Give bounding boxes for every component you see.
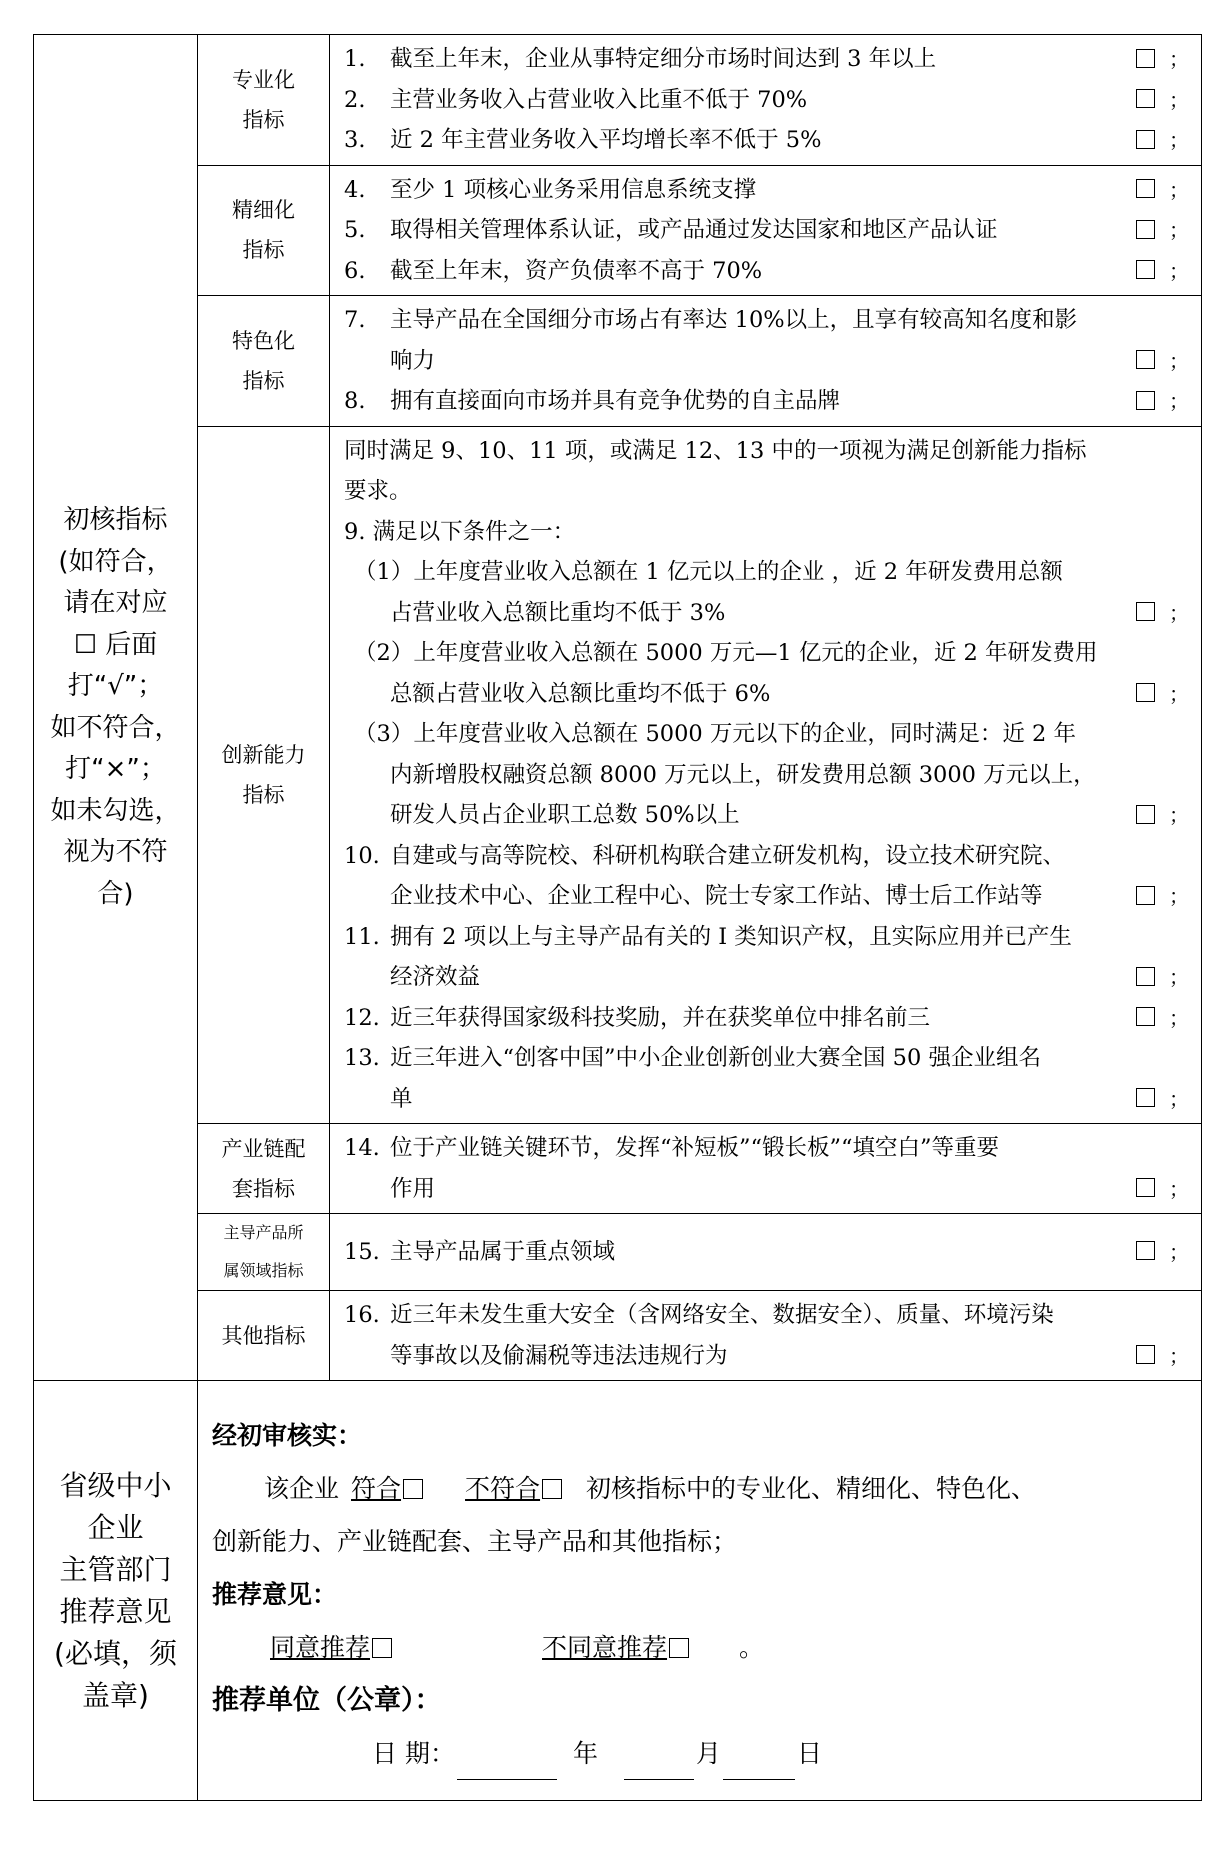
checkbox[interactable]	[1136, 350, 1155, 369]
semicolon: ；	[1169, 348, 1189, 373]
header-line: 打“√”；	[67, 671, 164, 701]
criterion-line	[344, 714, 1189, 755]
category-line: 指标	[242, 782, 285, 807]
recommendation-body	[198, 1381, 1202, 1801]
review-title-text: 经初审核实：	[212, 1421, 363, 1450]
opinion-title	[212, 1568, 1187, 1621]
criterion-line	[344, 1079, 1189, 1120]
checkbox[interactable]	[1136, 683, 1155, 702]
criterion-line	[344, 512, 1189, 553]
category-line: 主导产品所	[223, 1223, 304, 1242]
criteria-list	[330, 1214, 1202, 1291]
criterion-line	[344, 876, 1189, 917]
check-mark-slot	[1136, 1169, 1189, 1210]
item-number: 1.	[344, 46, 366, 72]
criterion-line	[344, 633, 1189, 674]
semicolon: ；	[1169, 218, 1189, 242]
criteria-list	[330, 165, 1202, 296]
criterion-item	[344, 80, 1189, 121]
category-label	[198, 165, 330, 296]
criterion-item	[344, 1038, 1189, 1079]
header-line: 视为不符	[63, 837, 168, 867]
category-line: 指标	[242, 107, 285, 132]
criteria-list	[330, 426, 1202, 1124]
criterion-line	[344, 795, 1189, 836]
semicolon: ；	[1169, 1343, 1189, 1368]
semicolon: ；	[1169, 389, 1189, 413]
item-text: 位于产业链关键环节，发挥“补短板”“锻长板”“填空白”等重要	[390, 1135, 1000, 1161]
item-text: 主营业务收入占营业收入比重不低于 70%	[390, 86, 808, 113]
semicolon: ；	[1169, 681, 1189, 706]
criterion-line	[344, 957, 1189, 998]
semicolon: ；	[1169, 177, 1189, 202]
agree-checkbox[interactable]	[372, 1638, 392, 1658]
month-field[interactable]	[624, 1751, 694, 1780]
check-mark-slot	[1136, 120, 1189, 161]
item-text: 截至上年末，企业从事特定细分市场时间达到 3 年以上	[390, 46, 937, 72]
category-label	[198, 296, 330, 427]
category-line: 专业化	[232, 67, 295, 92]
item-number: 12.	[344, 1004, 380, 1031]
month-label: 月	[695, 1739, 721, 1768]
checkbox[interactable]	[1136, 179, 1155, 198]
criterion-line	[344, 1169, 1189, 1210]
item-number: 3.	[344, 127, 366, 153]
criterion-item	[344, 836, 1189, 877]
review-prefix: 该企业	[264, 1474, 340, 1503]
check-mark-slot	[1136, 998, 1189, 1039]
category-label	[198, 426, 330, 1124]
criterion-item	[344, 300, 1189, 341]
semicolon: ；	[1169, 1176, 1189, 1201]
item-number: 14.	[344, 1135, 380, 1161]
item-number: 2.	[344, 86, 366, 113]
category-label	[198, 35, 330, 166]
check-mark-slot	[1136, 341, 1189, 382]
criterion-line	[344, 431, 1189, 472]
item-number: 10.	[344, 842, 380, 869]
date-label: 日 期：	[372, 1739, 455, 1768]
criteria-list	[330, 296, 1202, 427]
checkbox[interactable]	[1136, 49, 1155, 68]
header-line: 如不符合，	[50, 712, 181, 743]
category-line: 指标	[242, 368, 285, 393]
item-number: 15.	[344, 1238, 380, 1265]
item-text: （2）上年度营业收入总额在 5000 万元—1 亿元的企业，近 2 年研发费用	[354, 640, 1098, 666]
form-table	[33, 34, 1202, 1801]
recommending-unit	[212, 1674, 1187, 1727]
item-text: 至少 1 项核心业务采用信息系统支撑	[390, 176, 757, 203]
header-line: 省级中小	[59, 1468, 172, 1502]
day-field[interactable]	[723, 1751, 795, 1780]
form-sheet	[33, 34, 1201, 1801]
header-line: 合)	[97, 878, 134, 909]
criterion-line	[344, 593, 1189, 634]
criterion-line	[344, 341, 1189, 382]
item-number: 11.	[344, 923, 380, 950]
item-text: 近三年获得国家级科技奖励，并在获奖单位中排名前三	[390, 1004, 931, 1031]
semicolon: ；	[1169, 600, 1189, 625]
item-number: 8.	[344, 388, 366, 414]
item-text: 等事故以及偷漏税等违法违规行为	[390, 1342, 728, 1369]
item-text: （1）上年度营业收入总额在 1 亿元以上的企业 ，近 2 年研发费用总额	[354, 559, 1063, 585]
checkbox[interactable]	[1136, 886, 1155, 905]
category-line: 产业链配	[221, 1136, 306, 1161]
checkbox[interactable]	[1136, 602, 1155, 621]
header-line: ☐ 后面	[73, 629, 158, 660]
item-number: 13.	[344, 1045, 380, 1071]
semicolon: ；	[1169, 965, 1189, 989]
item-number: 7.	[344, 307, 366, 333]
checkbox[interactable]	[1136, 391, 1155, 410]
item-number: 16.	[344, 1302, 380, 1328]
criterion-item	[344, 1128, 1189, 1169]
category-line: 精细化	[232, 198, 295, 223]
match-checkbox[interactable]	[403, 1479, 423, 1499]
item-text: （3）上年度营业收入总额在 5000 万元以下的企业，同时满足：近 2 年	[354, 721, 1077, 747]
header-line: 企业	[87, 1510, 144, 1544]
header-line: 打“×”；	[65, 754, 166, 784]
opinion-title-text: 推荐意见：	[212, 1580, 338, 1609]
initial-indicators-header	[34, 35, 198, 1381]
item-text: 近 2 年主营业务收入平均增长率不低于 5%	[390, 127, 822, 153]
category-line: 属领域指标	[223, 1261, 304, 1280]
check-mark-slot	[1136, 593, 1189, 634]
item-text: 占营业收入总额比重均不低于 3%	[390, 599, 726, 626]
criterion-item	[344, 210, 1189, 251]
criterion-item	[344, 251, 1189, 292]
header-line: 请在对应	[63, 588, 168, 618]
criterion-line	[344, 471, 1189, 512]
checkbox[interactable]	[1136, 220, 1155, 239]
header-line: 如未勾选，	[50, 795, 181, 826]
period: 。	[739, 1633, 765, 1662]
semicolon: ；	[1169, 803, 1189, 827]
item-text: 近三年进入“创客中国”中小企业创新创业大赛全国 50 强企业组名	[390, 1045, 1041, 1071]
option-match: 符合	[351, 1474, 402, 1503]
review-statement	[212, 1462, 1187, 1515]
checkbox[interactable]	[1136, 1241, 1155, 1260]
day-label: 日	[796, 1739, 822, 1768]
criterion-line	[344, 552, 1189, 593]
option-agree: 同意推荐	[270, 1633, 371, 1662]
checkbox[interactable]	[1136, 967, 1155, 986]
criterion-line	[344, 674, 1189, 715]
header-line: 初核指标	[63, 505, 168, 535]
recommendation-header	[34, 1381, 198, 1801]
item-text: 拥有 2 项以上与主导产品有关的 I 类知识产权，且实际应用并已产生	[390, 923, 1072, 950]
checkbox[interactable]	[1136, 1007, 1155, 1026]
criteria-list	[330, 35, 1202, 166]
criterion-item	[344, 1232, 1189, 1273]
review-statement-cont	[212, 1515, 1187, 1568]
check-mark-slot	[1136, 876, 1189, 917]
date-line	[212, 1727, 1187, 1780]
criterion-item	[344, 39, 1189, 80]
criterion-line	[344, 1336, 1189, 1377]
year-field[interactable]	[457, 1751, 557, 1780]
item-text: 企业技术中心、企业工程中心、院士专家工作站、博士后工作站等	[390, 883, 1043, 909]
checkbox[interactable]	[1136, 89, 1155, 108]
item-number: 6.	[344, 257, 366, 284]
item-text: 拥有直接面向市场并具有竞争优势的自主品牌	[390, 388, 841, 414]
category-label	[198, 1214, 330, 1291]
checkbox[interactable]	[1136, 1345, 1155, 1364]
item-text: 取得相关管理体系认证，或产品通过发达国家和地区产品认证	[390, 217, 998, 243]
semicolon: ；	[1169, 884, 1189, 908]
check-mark-slot	[1136, 80, 1189, 121]
option-disagree: 不同意推荐	[542, 1633, 668, 1662]
category-label	[198, 1124, 330, 1214]
item-text: 研发人员占企业职工总数 50%以上	[390, 802, 740, 828]
item-text: 主导产品在全国细分市场占有率达 10%以上，且享有较高知名度和影	[390, 307, 1078, 333]
header-line: (如符合，	[58, 546, 173, 577]
opinion-underline	[270, 1633, 739, 1662]
category-line: 其他指标	[221, 1323, 306, 1348]
item-text: 内新增股权融资总额 8000 万元以上，研发费用总额 3000 万元以上，	[390, 761, 1096, 788]
item-text: 同时满足 9、10、11 项，或满足 12、13 中的一项视为满足创新能力指标	[344, 437, 1087, 464]
item-text: 响力	[390, 347, 436, 374]
semicolon: ；	[1169, 128, 1189, 152]
unit-title: 推荐单位（公章）：	[212, 1685, 442, 1716]
criterion-item	[344, 120, 1189, 161]
item-text: 作用	[390, 1175, 436, 1202]
semicolon: ；	[1169, 87, 1189, 112]
disagree-checkbox[interactable]	[669, 1638, 689, 1658]
item-text: 9. 满足以下条件之一：	[344, 518, 576, 545]
semicolon: ；	[1169, 1005, 1189, 1030]
header-line: 主管部门	[59, 1552, 172, 1586]
check-mark-slot	[1136, 795, 1189, 836]
criteria-list	[330, 1124, 1202, 1214]
category-line: 特色化	[232, 328, 295, 353]
item-text: 总额占营业收入总额比重均不低于 6%	[390, 680, 771, 707]
header-line: 盖章)	[82, 1678, 149, 1712]
category-label	[198, 1291, 330, 1381]
criteria-list	[330, 1291, 1202, 1381]
item-text: 单	[390, 1085, 413, 1112]
year-label: 年	[572, 1739, 598, 1768]
criterion-item	[344, 917, 1189, 958]
check-mark-slot	[1136, 1232, 1189, 1273]
check-mark-slot	[1136, 1336, 1189, 1377]
item-text: 截至上年末，资产负债率不高于 70%	[390, 257, 763, 284]
category-line: 指标	[242, 238, 285, 263]
criterion-item	[344, 381, 1189, 422]
check-mark-slot	[1136, 210, 1189, 251]
criterion-line	[344, 755, 1189, 796]
check-mark-slot	[1136, 251, 1189, 292]
item-text: 自建或与高等院校、科研机构联合建立研发机构，设立技术研究院、	[390, 842, 1066, 869]
check-mark-slot	[1136, 1079, 1189, 1120]
checkbox[interactable]	[1136, 260, 1155, 279]
checkbox[interactable]	[1136, 805, 1155, 824]
option-nomatch: 不符合	[465, 1474, 541, 1503]
semicolon: ；	[1169, 258, 1189, 283]
nomatch-checkbox[interactable]	[542, 1479, 562, 1499]
item-text: 近三年未发生重大安全（含网络安全、数据安全）、质量、环境污染	[390, 1302, 1054, 1328]
semicolon: ；	[1169, 1239, 1189, 1264]
item-text: 经济效益	[390, 964, 481, 990]
opinion-options	[212, 1621, 1187, 1674]
criterion-item	[344, 170, 1189, 211]
header-line: 推荐意见	[59, 1594, 172, 1628]
check-mark-slot	[1136, 674, 1189, 715]
review-options	[339, 1474, 586, 1503]
criterion-item	[344, 998, 1189, 1039]
check-mark-slot	[1136, 170, 1189, 211]
category-line: 创新能力	[221, 742, 306, 767]
review-title	[212, 1409, 1187, 1462]
item-number: 4.	[344, 176, 366, 203]
checkbox[interactable]	[1136, 1178, 1155, 1197]
header-line: (必填，须	[54, 1636, 177, 1670]
review-line2: 创新能力、产业链配套、主导产品和其他指标；	[212, 1527, 738, 1556]
review-suffix: 初核指标中的专业化、精细化、特色化、	[586, 1474, 1037, 1503]
check-mark-slot	[1136, 381, 1189, 422]
check-mark-slot	[1136, 39, 1189, 80]
semicolon: ；	[1169, 1086, 1189, 1111]
item-number: 5.	[344, 217, 366, 243]
checkbox[interactable]	[1136, 130, 1155, 149]
item-text: 主导产品属于重点领域	[390, 1238, 616, 1265]
item-text: 要求。	[344, 478, 412, 504]
semicolon: ；	[1169, 47, 1189, 71]
check-mark-slot	[1136, 957, 1189, 998]
category-line: 套指标	[232, 1176, 295, 1201]
checkbox[interactable]	[1136, 1088, 1155, 1107]
criterion-item	[344, 1295, 1189, 1336]
